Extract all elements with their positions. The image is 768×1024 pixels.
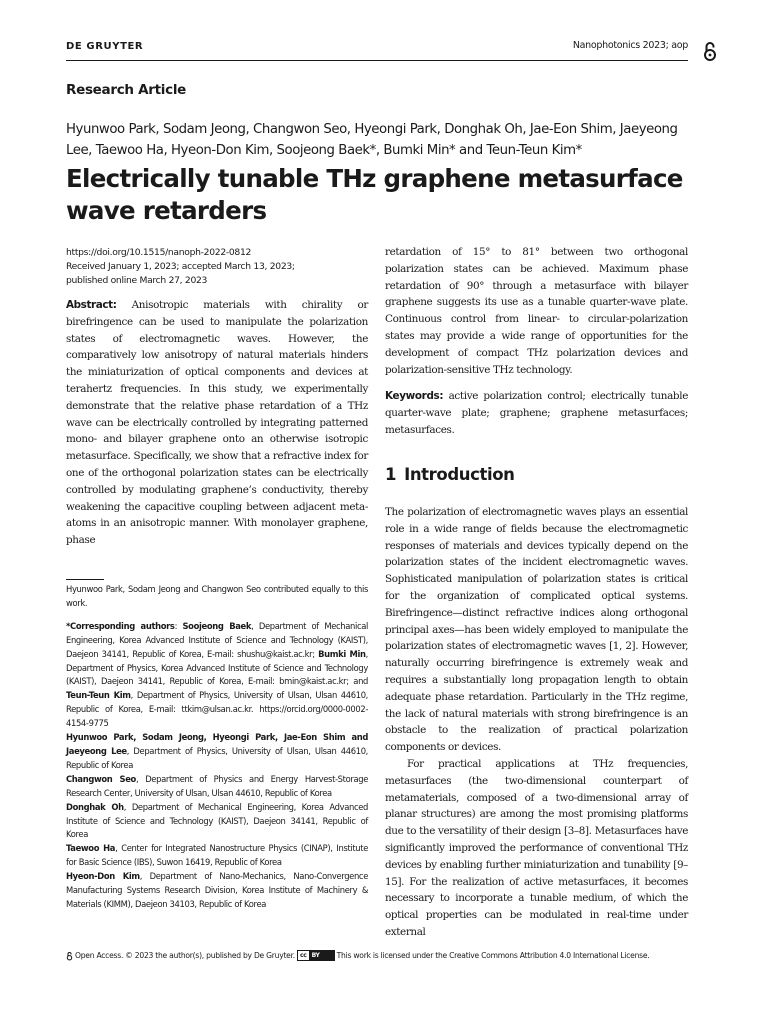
footnotes xyxy=(66,583,368,912)
abstract xyxy=(66,297,368,549)
author-list: Hyunwoo Park, Sodam Jeong, Changwon Seo, Hyeongi Park, Donghak Oh, Jae-Eon Shim, Jaeyeong Lee, Taewoo Ha, Hyeon-Don Kim, Soojeong Baek*, Bumki Min* and Teun-Teun Kim* xyxy=(66,122,678,158)
intro-paragraph-2: For practical applications at THz frequencies, metasurfaces (the two-dimensional counterpart of metamaterials, composed of a two-dimensional array of planar structures) are among the most promising platforms due to the versatility of their design [3–8]. Metasurfaces have significantly improved the performance of conventional THz devices by enabling further miniaturization and tunability [9–15]. For the realization of active metasurfaces, it becomes necessary to incorporate a tunable medium, of which the optical properties can be modulated in real-time under external xyxy=(385,757,688,938)
affiliation-ha: Taewoo Ha, Center for Integrated Nanostructure Physics (CINAP), Institute for Basic Science (IBS), Suwon 16419, Republic of Korea xyxy=(66,843,368,868)
header-divider xyxy=(66,60,688,61)
abstract-text: Anisotropic materials with chirality or birefringence can be used to manipulate the polarization states of electromagnetic waves. However, the comparatively low anisotropy of natural materials hinders the miniaturization of optical components and devices at terahertz frequencies. In this study, we experimentally demonstrate that the relative phase retardation of a THz wave can be electrically controlled by integrating patterned mono- and bilayer graphene onto an otherwise isotropic metasurface. Specifically, we show that a refractive index for one of the orthogonal polarization states can be electrically controlled by modulating graphene’s conductivity, thereby weakening the capacitive coupling between adjacent meta-atoms in an anisotropic manner. With monolayer graphene, phase xyxy=(66,299,369,547)
license-footer xyxy=(66,950,706,961)
corr-label: *Corresponding authors xyxy=(66,620,175,631)
doi-link[interactable]: https://doi.org/10.1515/nanoph-2022-0812 xyxy=(66,247,252,258)
intro-paragraph-1: The polarization of electromagnetic waves plays an essential role in a wide range of fields because the electromagnetic responses of materials and devices typically depend on the polarization states of the incident electromagnetic waves. Sophisticated manipulation of polarization states is critical for the organization of complicated optical systems. Birefringence—distinct refractive indices along orthogonal principal axes—has been widely employed to manipulate the polarization states of electromagnetic waves [1, 2]. However, naturally occurring birefringence is extremely weak and requires a substantially long propagation length to obtain adequate phase retardation. Particularly in the THz regime, the lack of natural materials with strong birefringence is an obstacle to the realization of practical polarization components or devices. xyxy=(385,506,688,754)
author-baek: Soojeong Baek xyxy=(182,620,252,631)
publisher-logo: DE GRUYTER xyxy=(66,41,144,52)
cc-by-badge[interactable]: cc BY xyxy=(297,950,335,961)
contribution-note: Hyunwoo Park, Sodam Jeong and Changwon Seo contributed equally to this work. xyxy=(66,584,368,608)
received-date: Received January 1, 2023; accepted March 13, 2023; xyxy=(66,261,295,272)
section-number: 1 xyxy=(385,465,397,484)
author-min: Bumki Min xyxy=(318,648,366,659)
affiliation-group1: Hyunwoo Park, Sodam Jeong, Hyeongi Park, Jae-Eon Shim and Jaeyeong Lee, Department of Physics, University of Ulsan, Ulsan 44610, Republic of Korea xyxy=(66,732,368,770)
corresponding-authors: *Corresponding authors: Soojeong Baek, Department of Mechanical Engineering, Korea Advanced Institute of Science and Technology (KAIST), Daejeon 34141, Republic of Korea, E-mail: shushu@kaist.ac.kr; Bumki Min, Department of Physics, Korea Advanced Institute of Science and Technology (KAIST), Daejeon 34141, Republic of Korea, E-mail: bmin@kaist.ac.kr; and Teun-Teun Kim, Department of Physics, University of Ulsan, Ulsan 44610, Republic of Korea, E-mail: ttkim@ulsan.ac.kr. https://orcid.org/0000-0002-4154-9775 xyxy=(66,620,368,729)
article-type: Research Article xyxy=(66,82,186,98)
keywords-text: active polarization control; electrically tunable quarter-wave plate; graphene; graphene metasurfaces; metasurfaces. xyxy=(385,390,689,436)
article-title: Electrically tunable THz graphene metasurface wave retarders xyxy=(66,164,683,225)
open-access-icon xyxy=(702,40,718,62)
section-title: Introduction xyxy=(404,465,515,484)
introduction-body xyxy=(385,504,688,941)
keywords xyxy=(385,388,688,438)
affiliation-seo: Changwon Seo, Department of Physics and Energy Harvest-Storage Research Center, University of Ulsan, Ulsan 44610, Republic of Korea xyxy=(66,773,368,798)
section-heading-introduction xyxy=(385,465,515,484)
abstract-continuation: retardation of 15° to 81° between two orthogonal polarization states can be achieved. Maximum phase retardation of 90° through a metasurface with bilayer graphene suggests its use as a tunable quarter-wave plate. Continuous control from linear- to circular-polarization states may provide a wide range of opportunities for the development of compact THz polarization devices and polarization-sensitive THz technology. xyxy=(385,246,688,376)
footnote-divider xyxy=(66,579,104,580)
published-date: published online March 27, 2023 xyxy=(66,275,208,286)
open-access-small-icon xyxy=(66,951,73,961)
license-text: This work is licensed under the Creative Commons Attribution 4.0 International License. xyxy=(336,951,650,960)
affiliation-oh: Donghak Oh, Department of Mechanical Engineering, Korea Advanced Institute of Science and Technology (KAIST), Daejeon 34141, Republic of Korea xyxy=(66,801,368,840)
author-kim: Teun-Teun Kim xyxy=(66,690,131,701)
journal-info: Nanophotonics 2023; aop xyxy=(572,40,688,51)
article-meta xyxy=(66,246,295,288)
abstract-label: Abstract: xyxy=(66,299,117,311)
keywords-label: Keywords: xyxy=(385,390,444,402)
license-prefix: Open Access. © 2023 the author(s), published by De Gruyter. xyxy=(75,951,295,960)
affiliation-hdkim: Hyeon-Don Kim, Department of Nano-Mechanics, Nano-Convergence Manufacturing Systems Research Division, Korea Institute of Machinery & Materials (KIMM), Daejeon 34103, Republic of Korea xyxy=(66,871,368,909)
